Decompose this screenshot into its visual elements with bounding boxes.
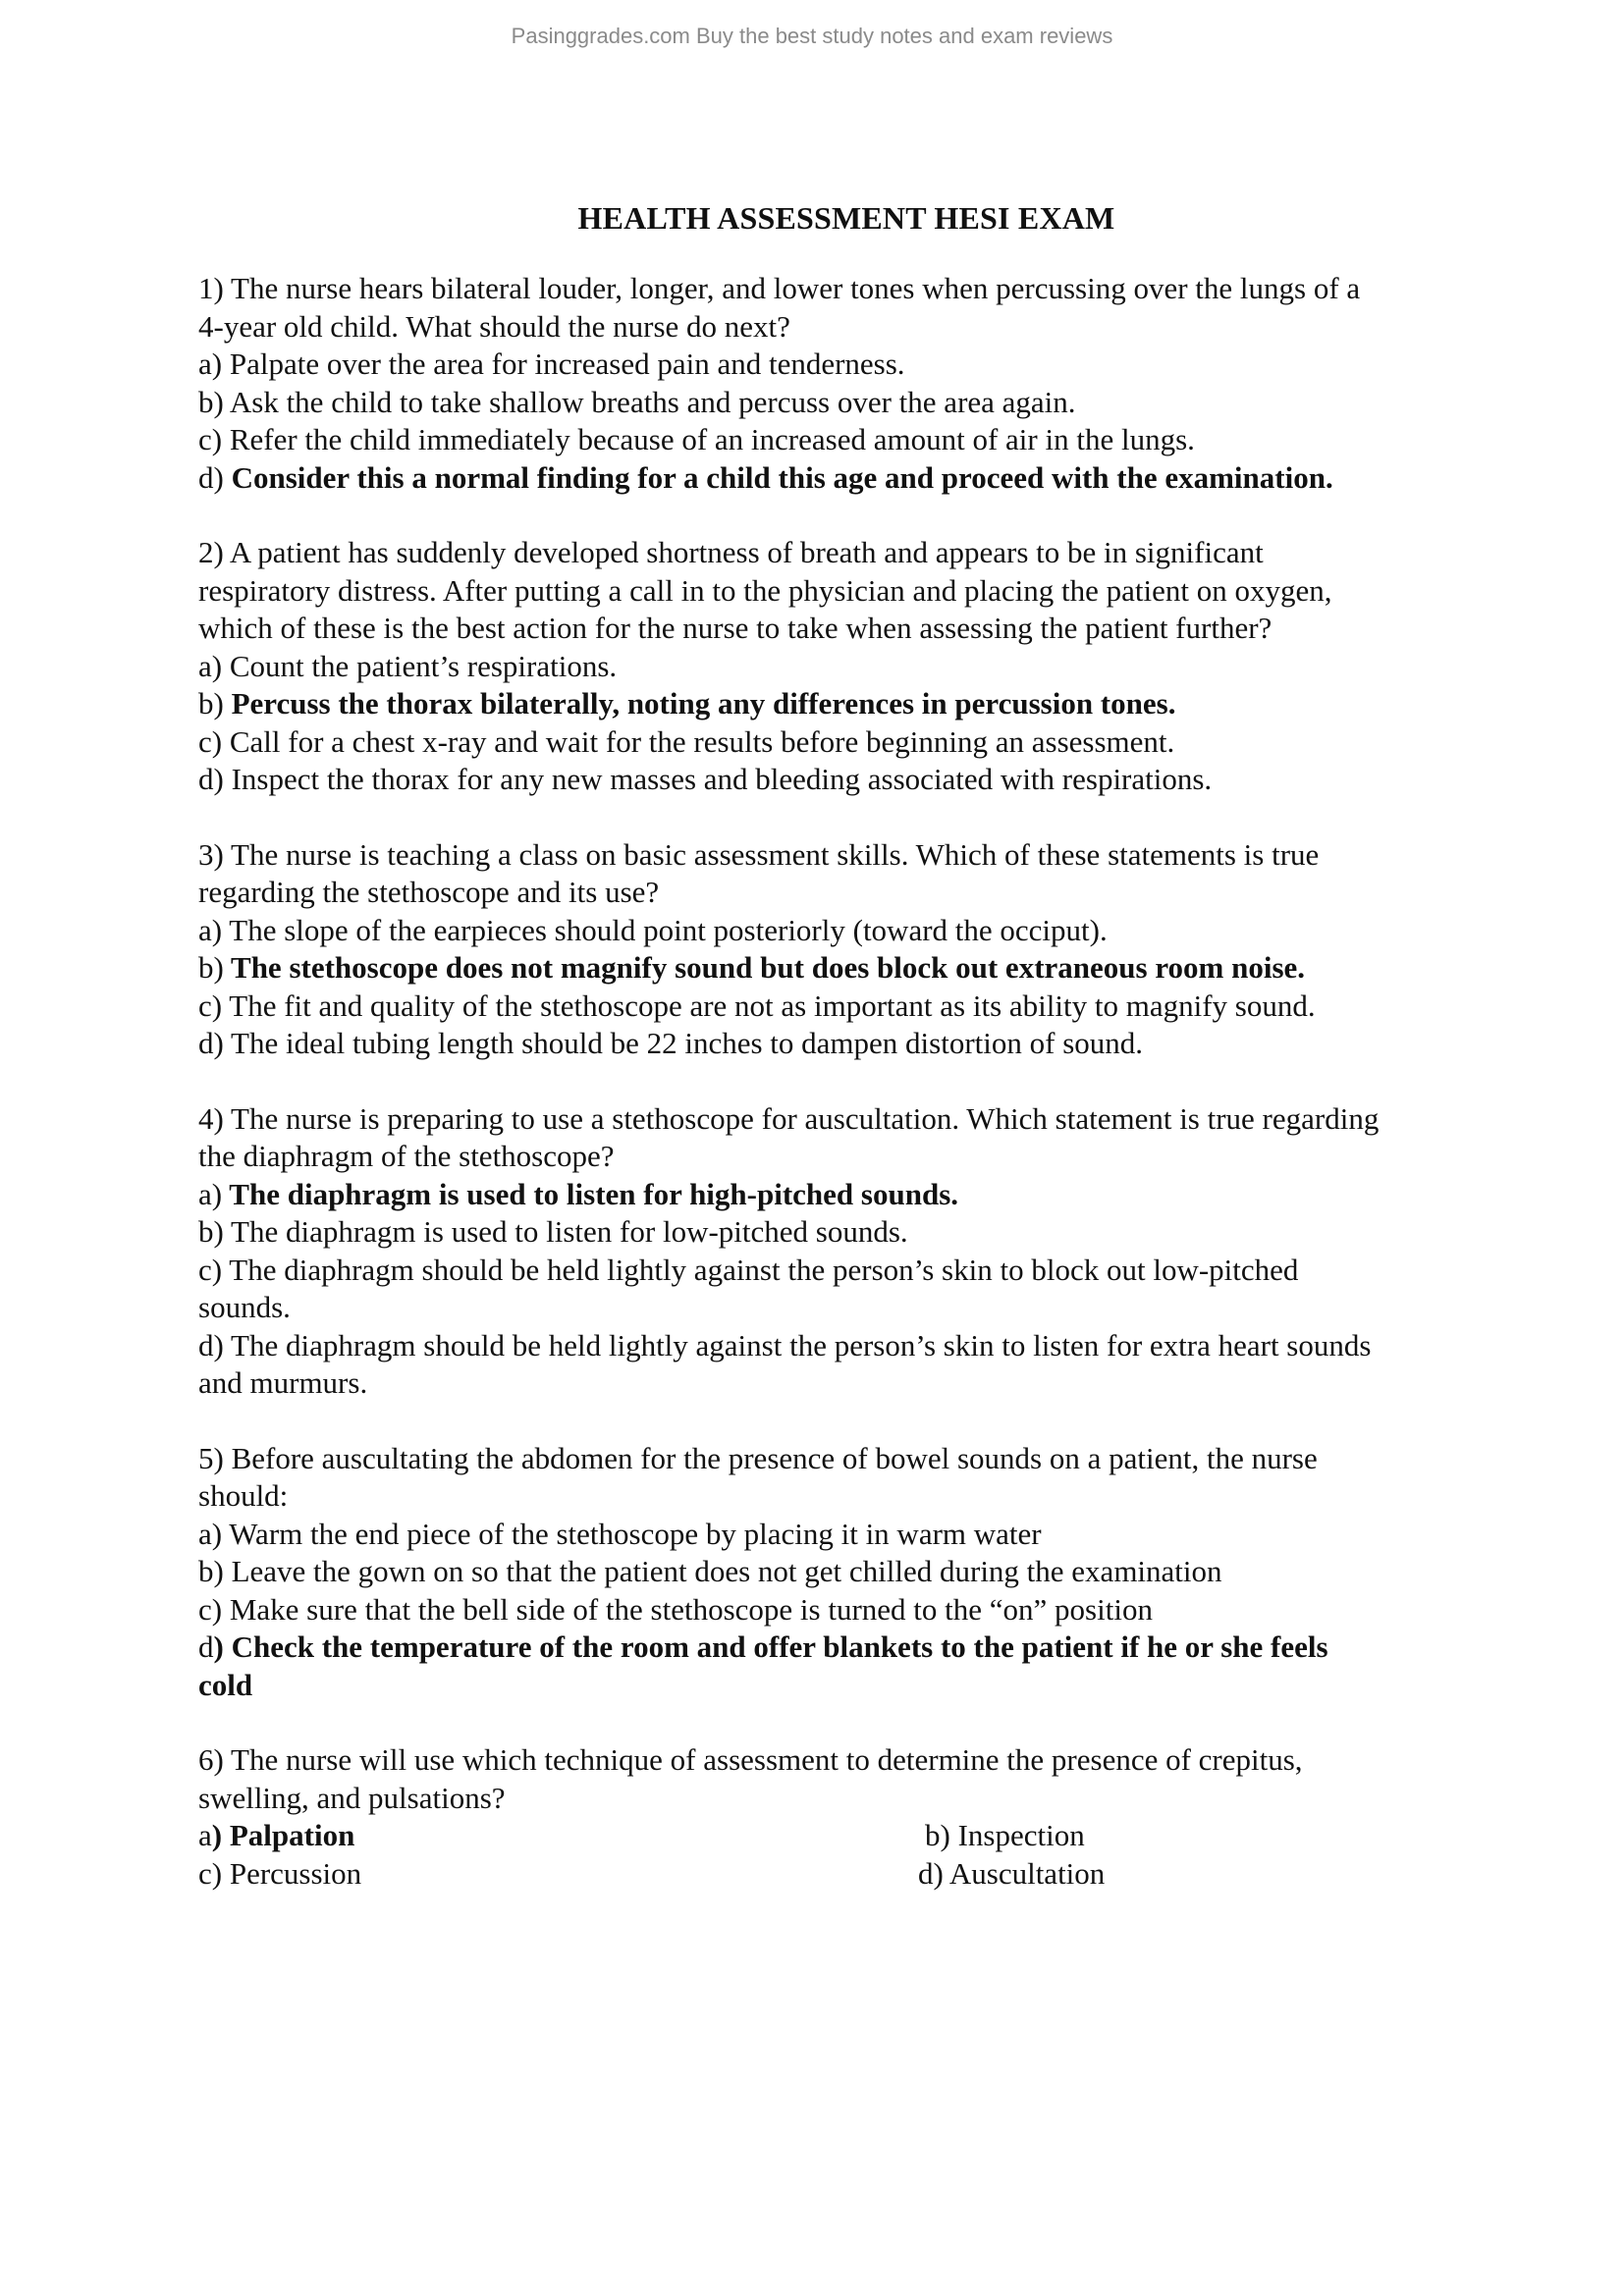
answer-option-a-correct [198,1176,1494,1214]
exam-document [198,196,1494,1930]
option-text: cold [198,1667,253,1702]
option-letter: b) [198,1554,224,1588]
option-letter: c) [198,422,223,456]
answer-option-c [198,421,1494,459]
answer-option-b [925,1817,1085,1855]
question-5 [198,1440,1494,1705]
question-4 [198,1100,1494,1403]
option-text: Make sure that the bell side of the stethoscope is turned to the “on” position [222,1591,1153,1627]
option-letter: a) [198,1176,223,1211]
question-6 [198,1741,1494,1893]
question-stem-line: 4) The nurse is preparing to use a stethoscope for auscultation. Which statement is true regarding [198,1100,1380,1136]
option-letter: b) [198,950,224,985]
option-text: The stethoscope does not magnify sound but does block out extraneous room noise. [223,950,1306,985]
answer-option-c [198,988,1494,1026]
option-text: The ideal tubing length should be 22 inches to dampen distortion of sound. [223,1026,1144,1060]
question-3 [198,836,1494,1063]
option-letter: d) [198,1026,224,1060]
question-2 [198,534,1494,799]
option-text: The fit and quality of the stethoscope are not as important as its ability to magnify sound. [222,988,1316,1023]
option-letter: b) [198,686,224,721]
answer-option-d-correct [198,1629,1494,1667]
option-text: Percuss the thorax bilaterally, noting any differences in percussion tones. [223,686,1176,721]
answer-options-row [198,1817,1494,1855]
answer-option-c [198,1855,361,1894]
option-text: The diaphragm is used to listen for high-pitched sounds. [222,1176,959,1211]
option-letter: b) [198,384,224,419]
answer-option-a [198,648,1494,686]
answer-option-b [198,1213,1494,1252]
option-letter: a) [198,648,223,683]
option-letter: b) [925,1818,950,1852]
option-text: ) Check the temperature of the room and offer blankets to the patient if he or she feels [213,1629,1328,1664]
option-text: Count the patient’s respirations. [222,648,618,683]
answer-option-continuation: sounds. [198,1290,291,1324]
question-stem-line: 5) Before auscultating the abdomen for the presence of bowel sounds on a patient, the nurse [198,1440,1318,1475]
question-stem-line: respiratory distress. After putting a call in to the physician and placing the patient on oxygen, [198,572,1332,608]
option-text: The diaphragm is used to listen for low-pitched sounds. [223,1214,908,1249]
question-stem-line: 3) The nurse is teaching a class on basic assessment skills. Which of these statements is true [198,836,1320,872]
option-text: Percussion [222,1855,362,1891]
option-letter: d) [198,762,224,796]
option-letter: a [198,1818,212,1852]
answer-option-d-correct [198,459,1494,498]
option-letter: d) [198,459,224,495]
question-stem-line: which of these is the best action for the nurse to take when assessing the patient further? [198,611,1272,645]
option-letter: c) [198,1855,223,1891]
question-stem-line: the diaphragm of the stethoscope? [198,1139,615,1173]
option-letter: b) [198,1214,224,1249]
question-stem-line: 1) The nurse hears bilateral louder, longer, and lower tones when percussing over the lungs of a [198,271,1361,305]
option-letter: c) [198,988,223,1023]
option-text: Inspection [949,1818,1085,1852]
option-text: Call for a chest x-ray and wait for the results before beginning an assessment. [222,723,1175,759]
option-text: Leave the gown on so that the patient does not get chilled during the examination [223,1554,1222,1588]
option-letter: c) [198,723,223,759]
option-text: Warm the end piece of the stethoscope by placing it in warm water [222,1516,1042,1551]
answer-option-continuation: and murmurs. [198,1365,368,1400]
option-text: The diaphragm should be held lightly against the person’s skin to listen for extra heart sounds [223,1327,1372,1362]
document-title: HEALTH ASSESSMENT HESI EXAM [577,200,1115,236]
option-text: Inspect the thorax for any new masses and bleeding associated with respirations. [223,762,1213,796]
answer-option-a [198,912,1494,950]
option-letter: a) [198,1516,223,1551]
option-letter: a) [198,347,223,381]
option-text: Palpate over the area for increased pain and tenderness. [222,347,905,381]
question-stem-line: 4-year old child. What should the nurse do next? [198,308,790,344]
answer-option-c [198,1591,1494,1629]
answer-option-d [198,1327,1494,1365]
option-letter: c) [198,1252,223,1287]
answer-option-a [198,1516,1494,1554]
option-text: Refer the child immediately because of an increased amount of air in the lungs. [222,422,1195,456]
answer-option-b-correct [198,685,1494,723]
option-text: Consider this a normal finding for a child this age and proceed with the examination. [223,459,1333,495]
answer-option-b [198,384,1494,422]
answer-option-a-correct [198,1817,354,1855]
option-letter: d) [198,1327,224,1362]
option-letter: c) [198,1591,223,1627]
answer-option-d [198,761,1494,799]
question-stem-line: 2) A patient has suddenly developed shortness of breath and appears to be in significant [198,535,1264,569]
option-letter: a) [198,912,223,947]
question-stem-line: regarding the stethoscope and its use? [198,875,660,909]
answer-options-row [198,1855,1494,1894]
answer-option-c [198,1252,1494,1290]
option-text: ) Palpation [211,1818,355,1852]
question-stem-line: swelling, and pulsations? [198,1780,506,1815]
option-text: Auscultation [943,1855,1106,1891]
option-text: Ask the child to take shallow breaths and percuss over the area again. [223,384,1076,419]
option-letter: d [198,1629,214,1664]
answer-option-continuation [198,1667,1494,1705]
answer-option-a [198,346,1494,384]
question-stem-line: should: [198,1478,289,1513]
question-1 [198,270,1494,497]
answer-option-b [198,1553,1494,1591]
option-text: The diaphragm should be held lightly against the person’s skin to block out low-pitched [222,1252,1299,1287]
option-letter: d) [918,1855,944,1891]
answer-option-d [918,1855,1105,1894]
answer-option-c [198,723,1494,762]
answer-option-d [198,1025,1494,1063]
header-watermark-note: Pasinggrades.com Buy the best study notes and exam reviews [511,24,1113,48]
option-text: The slope of the earpieces should point posteriorly (toward the occiput). [222,912,1108,947]
answer-option-b-correct [198,949,1494,988]
question-stem-line: 6) The nurse will use which technique of assessment to determine the presence of crepitus, [198,1742,1303,1777]
